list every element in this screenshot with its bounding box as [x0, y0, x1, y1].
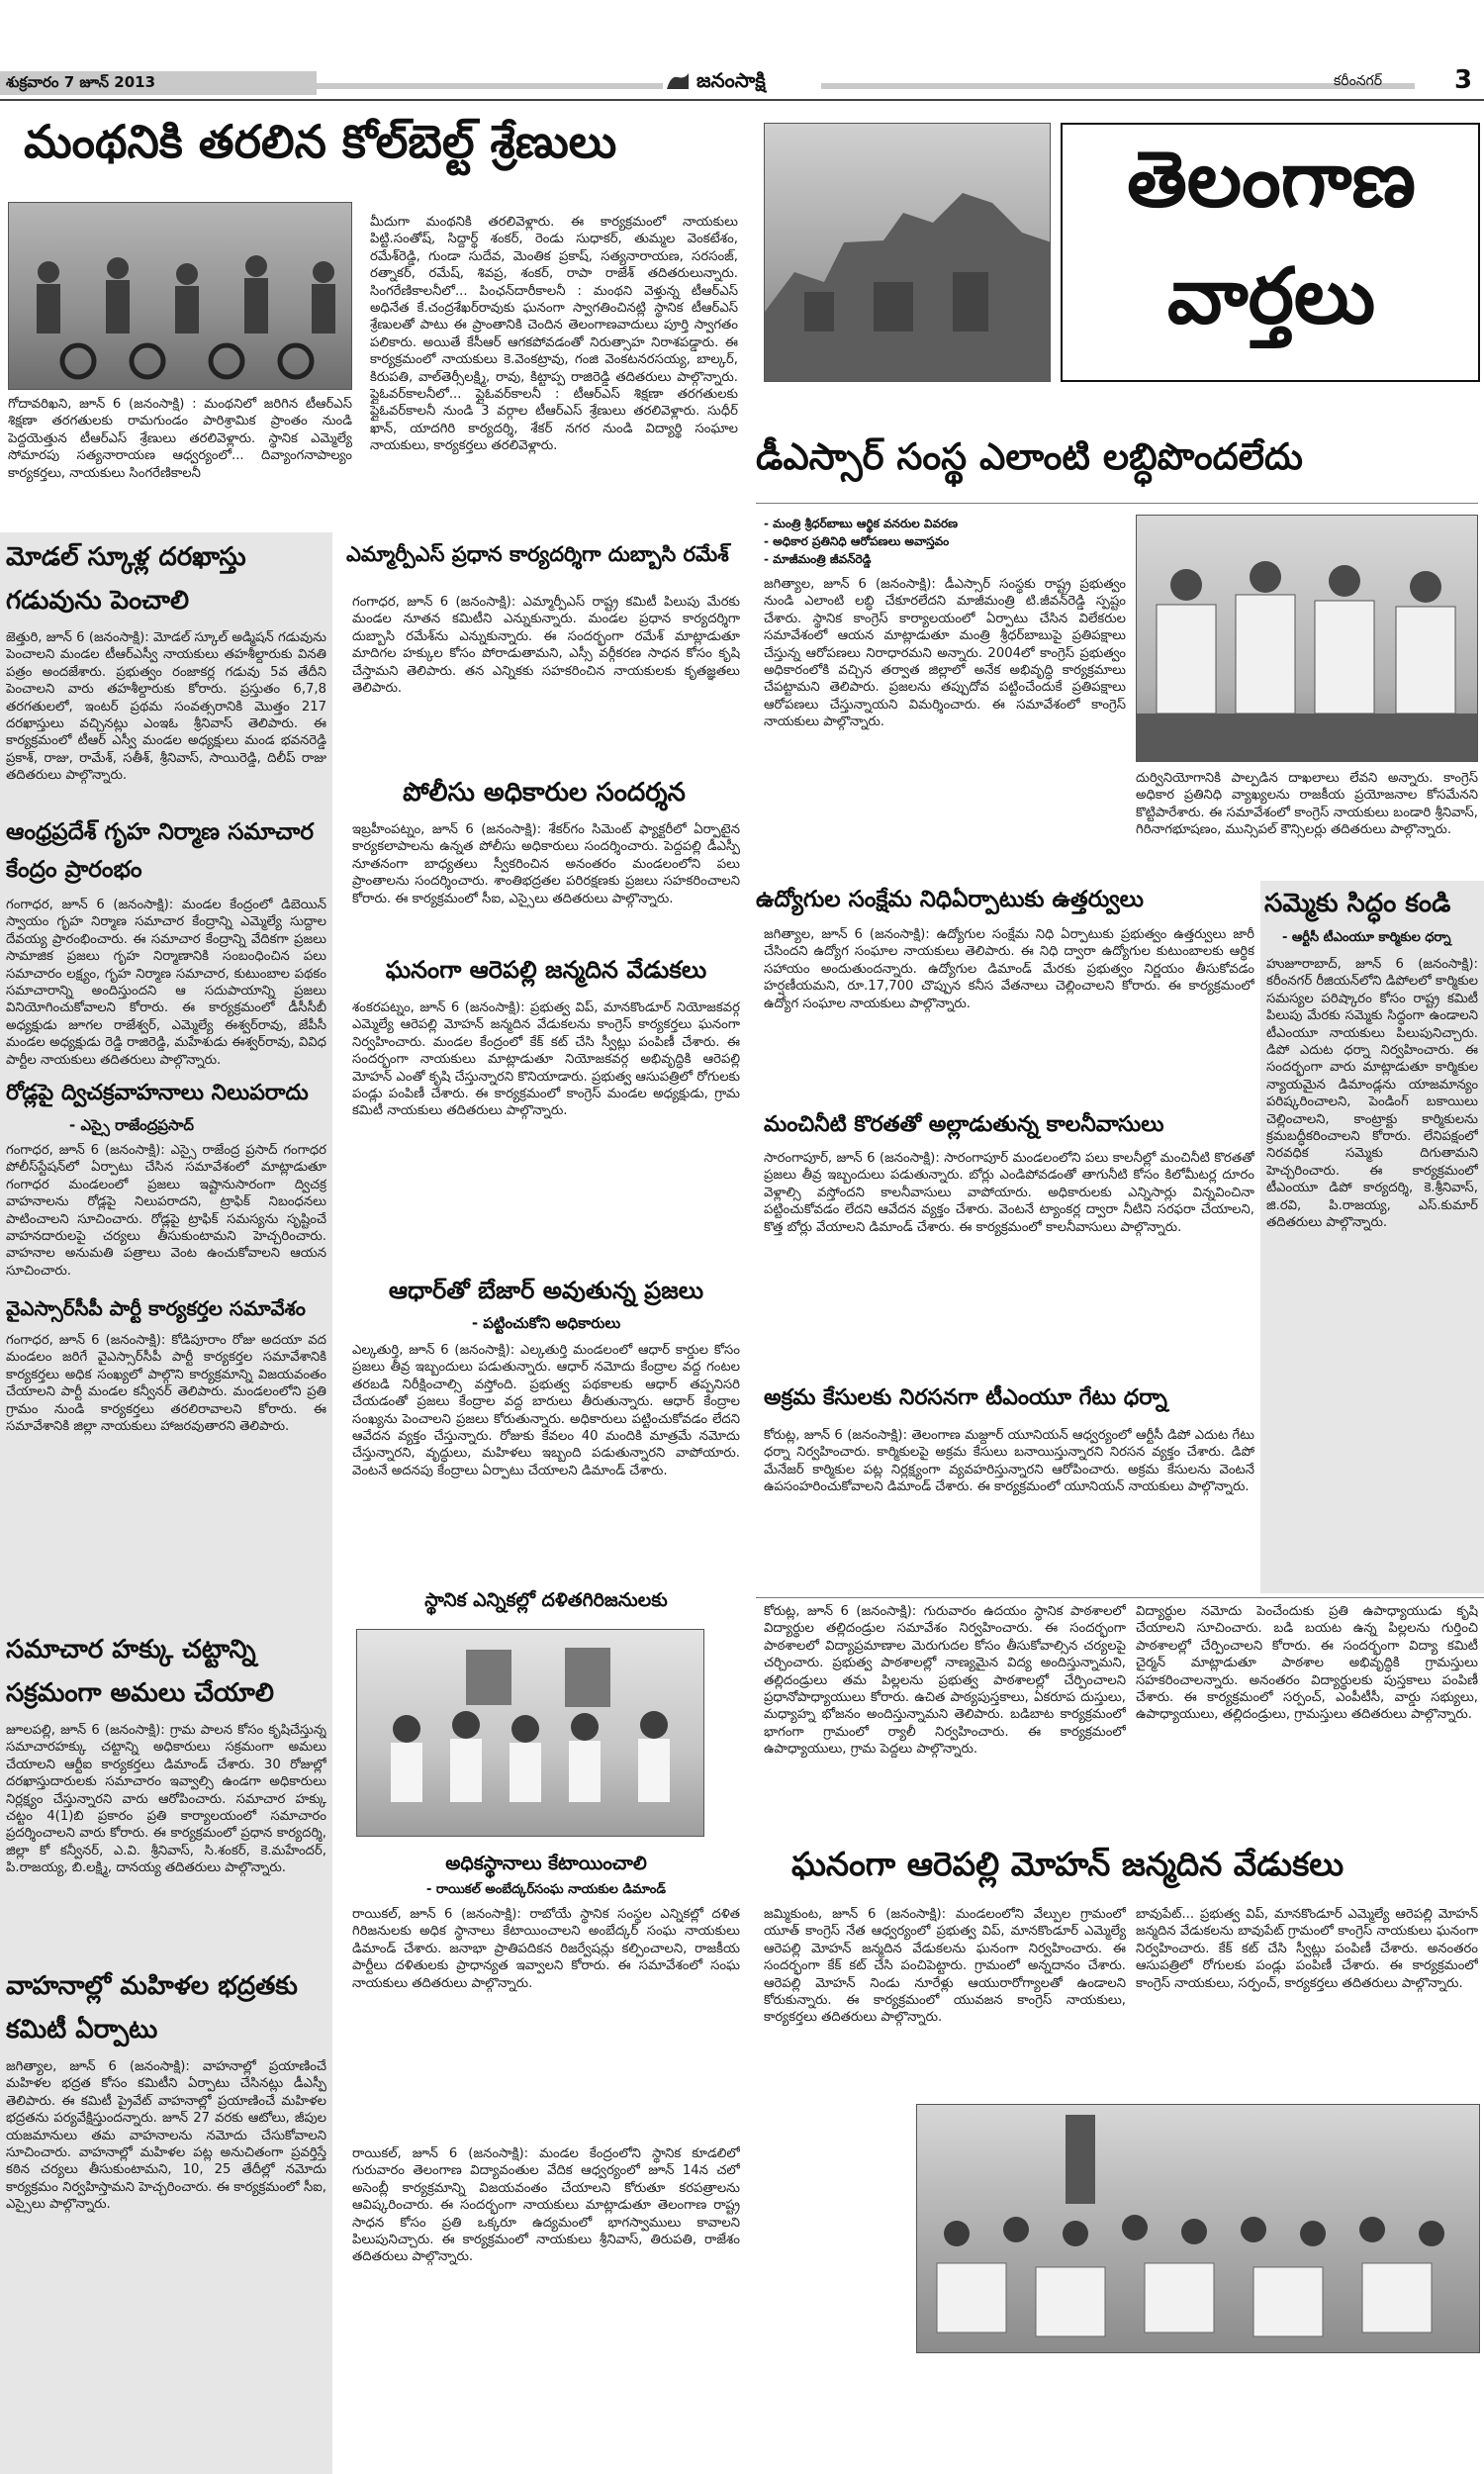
aadhaar-body: ఎల్కతుర్తి, జూన్‌ 6 (జనంసాక్షి): ఎల్కతుర్తి మండలంలో ఆధార్‌ కార్డుల కోసం ప్రజలు తీవ్ర ఇబ్బందులు పడుతున్నారు. ఆధార్‌ నమోదు కేంద్రాల వద్ద గంటల తరబడి నిరీక్షించాల్సి వస్తోంది. ప్రభుత్వ పథకాలకు ఆధార్‌ తప్పనిసరి చేయడంతో ప్రజలు కేంద్రాల వద్ద బారులు తీరుతున్నారు. ఆధార్‌ కేంద్రాల సంఖ్యను పెంచాలని ప్రజలు కోరుతున్నారు. అధికారులు పట్టించుకోవడం లేదని ఆవేదన వ్యక్తం చేస్తున్నారు. రోజుకు కేవలం 40 మందికి మాత్రమే నమోదు చేస్తున్నారని, వృద్ధులు, మహిళలు ఇబ్బంది పడుతున్నారని వాపోయారు. వెంటనే అదనపు కేంద్రాలు ఏర్పాటు చేయాలని డిమాండ్‌ చేశారు. — [352, 1343, 740, 1478]
birthday2-col2: బావుపేట్‌... ప్రభుత్వ విప్‌, మానకొండూర్‌ ఎమ్మెల్యే ఆరెపల్లి మోహన్‌ జన్మదిన వేడుకలను బావుపేట్‌ గ్రామంలో కాంగ్రెస్‌ నాయకులు ఘనంగా నిర్వహించారు. కేక్‌ కట్‌ చేసి స్వీట్లు పంపిణీ చేశారు. అనంతరం ఆసుపత్రిలో రోగులకు పండ్లు పంపిణీ చేశారు. ఈ కార్యక్రమంలో కాంగ్రెస్‌ నాయకులు, సర్పంచ్‌, కార్యకర్తలు తదితరులు పాల్గొన్నారు. — [1136, 1907, 1478, 1991]
aadhaar-headline: ఆధార్‌తో బేజార్‌ అవుతున్న ప్రజలు — [388, 1277, 704, 1304]
strike-byline: - ఆర్టీసీ టీఎంయూ కార్మికుల ధర్నా — [1282, 930, 1451, 945]
dsr-rule — [756, 503, 1478, 504]
employees-headline: ఉద్యోగుల సంక్షేమ నిధిఏర్పాటుకు ఉత్తర్వులు — [756, 887, 1144, 912]
local-body-body: రాయికల్‌, జూన్‌ 6 (జనంసాక్షి): రాబోయే స్థానిక సంస్థల ఎన్నికల్లో దళిత గిరిజనులకు అధిక స్థానాలు కేటాయించాలని అంబేద్కర్‌ సంఘ నాయకులు డిమాండ్‌ చేశారు. జనాభా ప్రాతిపదికన రిజర్వేషన్లు కల్పించాలని, రాజకీయ పార్టీలు దళితులకు ప్రాధాన్యత ఇవ్వాలని కోరారు. ఈ సమావేశంలో సంఘ నాయకులు తదితరులు పాల్గొన్నారు. — [352, 1907, 740, 1991]
ysr-body: గంగాధర, జూన్‌ 6 (జనంసాక్షి): కోడిపూరాం రోజు అదయా వద మండలం జరిగే వైఎస్సార్‌సీపీ పార్టీ కార్యకర్తల సమావేశానికి కార్యకర్తలు అధిక సంఖ్యలో పాల్గొని కార్యక్రమాన్ని విజయవంతం చేయాలని పార్టీ మండల కన్వీనర్‌ తెలిపారు. మండలంలోని ప్రతి గ్రామం నుండి కార్యకర్తలు తరలిరావాలని కోరారు. ఈ సమావేశానికి జిల్లా నాయకులు హాజరవుతారని తెలిపారు. — [6, 1333, 326, 1435]
mrps-body: గంగాధర, జూన్‌ 6 (జనంసాక్షి): ఎమ్మార్పీఎస్‌ రాష్ట్ర కమిటీ పిలుపు మేరకు మండల నూతన కమిటీని ఎన్నుకున్నారు. మండల ప్రధాన కార్యదర్శిగా దుబ్బాసి రమేశ్‌ను ఎన్నుకున్నారు. ఈ సందర్భంగా రమేశ్‌ మాట్లాడుతూ మాదిగల హక్కుల కోసం పోరాడుతామని, ఎస్సీ వర్గీకరణ సాధన కోసం కృషి చేస్తామని తెలిపారు. తన ఎన్నికకు సహకరించిన నాయకులకు కృతజ్ఞతలు తెలిపారు. — [352, 595, 740, 697]
paper-logo — [665, 67, 766, 97]
aadhaar-byline: - పట్టించుకోని అధికారులు — [471, 1314, 621, 1332]
model-school-headline2: గడువును పెంచాలి — [6, 586, 190, 616]
birthday1-body: శంకరపట్నం, జూన్‌ 6 (జనంసాక్షి): ప్రభుత్వ విప్‌, మానకొండూర్‌ నియోజకవర్గ ఎమ్మెల్యే ఆరెపల్లి మోహన్‌ జన్మదిన వేడుకలను కాంగ్రెస్‌ కార్యకర్తలు ఘనంగా నిర్వహించారు. మండల కేంద్రంలో కేక్‌ కట్‌ చేసి స్వీట్లు పంపిణీ చేశారు. ఈ సందర్భంగా నాయకులు మాట్లాడుతూ నియోజకవర్గ అభివృద్ధికి ఆరెపల్లి మోహన్‌ ఎంతో కృషి చేస్తున్నారని కొనియాడారు. ప్రభుత్వ ఆసుపత్రిలో రోగులకు పండ్లు పంపిణీ చేశారు. ఈ కార్యక్రమంలో కాంగ్రెస్‌ మండల అధ్యక్షుడు, గ్రామ కమిటీ నాయకులు తదితరులు పాల్గొన్నారు. — [352, 1000, 740, 1119]
rti-body: జూలపల్లి, జూన్‌ 6 (జనంసాక్షి): గ్రామ పాలన కోసం కృషిచేస్తున్న సమాచారహక్కు చట్టాన్ని అధికారులు సక్రమంగా అమలు చేయాలని ఆర్టీఐ కార్యకర్తలు డిమాండ్‌ చేశారు. 30 రోజుల్లో దరఖాస్తుదారులకు సమాచారం ఇవ్వాల్సి ఉండగా అధికారులు నిర్లక్ష్యం చేస్తున్నారని వారు ఆరోపించారు. సమాచార హక్కు చట్టం 4(1)బి ప్రకారం ప్రతి కార్యాలయంలో సమాచారం ప్రదర్శించాలని వారు కోరారు. ఈ కార్యక్రమంలో ప్రధాన కార్యదర్శి, జిల్లా కో కన్వీనర్‌, ఎ.వి. శ్రీనివాస్‌, సి.శంకర్‌, కె.మహేందర్‌, పి.రాజయ్య, బి.లక్ష్మి, దానయ్య తదితరులు పాల్గొన్నారు. — [6, 1723, 326, 1876]
dsr-body: జగిత్యాల, జూన్‌ 6 (జనంసాక్షి): డీఎస్సార్‌ సంస్థకు రాష్ట్ర ప్రభుత్వం నుండి ఎలాంటి లబ్ధి చేకూరలేదని మాజీమంత్రి టి.జీవన్‌రెడ్డి స్పష్టం చేశారు. స్థానిక కాంగ్రెస్‌ కార్యాలయంలో ఏర్పాటు చేసిన విలేకరుల సమావేశంలో ఆయన మాట్లాడుతూ మంత్రి శ్రీధర్‌బాబుపై ప్రతిపక్షాలు చేస్తున్న ఆరోపణలు నిరాధారమని అన్నారు. 2004లో కాంగ్రెస్‌ ప్రభుత్వం అధికారంలోకి వచ్చిన తర్వాత జిల్లాలో అనేక అభివృద్ధి కార్యక్రమాలు చేపట్టామని తెలిపారు. ప్రజలను తప్పుదోవ పట్టించేందుకే ప్రతిపక్షాలు ఆరోపణలు చేస్తున్నాయని విమర్శించారు. ఈ సమావేశంలో కాంగ్రెస్‌ నాయకులు పాల్గొన్నారు. — [764, 577, 1126, 730]
press-photo — [1136, 515, 1478, 762]
dsr-body-right: దుర్వినియోగానికి పాల్పడిన దాఖలాలు లేవని అన్నారు. కాంగ్రెస్‌ అధికార ప్రతినిధి వ్యాఖ్యలను రాజకీయ ప్రయోజనాల కోసమేనని కొట్టిపారేశారు. ఈ సమావేశంలో కాంగ్రెస్‌ నాయకులు బండారి శ్రీనివాస్‌, గిరినాగభూషణం, మున్సిపల్‌ కౌన్సిలర్లు తదితరులు పాల్గొన్నారు. — [1136, 771, 1478, 838]
masthead-rule-right — [821, 83, 1415, 89]
housing-body: గంగాధర, జూన్‌ 6 (జనంసాక్షి): మండల కేంద్రంలో డిబెయిన్‌ స్వాయం గృహ నిర్మాణ సమాచార కేంద్రాన్ని ఎమ్మెల్యే సుద్దాల దేవయ్య ప్రారంభించారు. ఈ సమాచార కేంద్రాన్ని వేదికగా ప్రజలు సామాజిక ప్రజలు గృహ నిర్మాణానికి సంబంధించిన పలు సమాచారం లక్ష్యం, గృహ నిర్మాణ సమాచార, కుటుంబాల పథకం సమాచారాన్ని అందిస్తుందని ఆ సదుపాయాన్ని ప్రజలు వినియోగించుకోవాలని కోరారు. ఈ కార్యక్రమంలో డీసీసీబీ అధ్యక్షుడు జూగల రాజేశ్వర్‌, ఎమ్మెల్యే ఈశ్వర్‌రావు, జేపీసీ మండల అధ్యక్షుడు రెడ్డి రాజిరెడ్డి, మహేశుడు ఈశ్వర్‌రావు, వివిధ పార్టీల నాయకులు తదితరులు పాల్గొన్నారు. — [6, 898, 326, 1068]
strike-body: హుజూరాబాద్‌, జూన్‌ 6 (జనంసాక్షి): కరీంనగర్‌ రీజియన్‌లోని డిపోలలో కార్మికుల సమస్యల పరిష్కారం కోసం రాష్ట్ర కమిటీ పిలుపు మేరకు సమ్మెకు సిద్ధంగా ఉండాలని టీఎంయూ నాయకులు పిలుపునిచ్చారు. డిపో ఎదుట ధర్నా నిర్వహించారు. ఈ సందర్భంగా వారు మాట్లాడుతూ కార్మికుల న్యాయమైన డిమాండ్లను యాజమాన్యం పరిష్కరించాలని, పెండింగ్‌ బకాయిలు చెల్లించాలని, కాంట్రాక్టు కార్మికులను క్రమబద్ధీకరించాలని కోరారు. లేనిపక్షంలో నిరవధిక సమ్మెకు దిగుతామని హెచ్చరించారు. ఈ కార్యక్రమంలో టీఎంయూ డిపో కార్యదర్శి, కె.శ్రీనివాస్‌, జి.రవి, పి.రాజయ్య, ఎస్‌.కుమార్‌ తదితరులు పాల్గొన్నారు. — [1266, 957, 1478, 1231]
banner-line1: తెలంగాణ — [1127, 136, 1416, 225]
newspaper-logo-icon — [665, 71, 691, 93]
women-safety-body: జగిత్యాల, జూన్‌ 6 (జనంసాక్షి): వాహనాల్లో ప్రయాణించే మహిళల భద్రత కోసం కమిటీని ఏర్పాటు చేసినట్లు డీఎస్పీ తెలిపారు. ఈ కమిటీ ప్రైవేట్‌ వాహనాల్లో ప్రయాణించే మహిళల భద్రతను పర్యవేక్షిస్తుందన్నారు. జూన్‌ 27 వరకు ఆటోలు, జీపుల యజమానులు తమ వాహనాలను నమోదు చేసుకోవాలని సూచించారు. వాహనాల్లో మహిళల పట్ల అనుచితంగా ప్రవర్తిస్తే కఠిన చర్యలు తీసుకుంటామని, 10, 25 తేదీల్లో నమోదు కార్యక్రమం నిర్వహిస్తామని హెచ్చరించారు. ఈ కార్యక్రమంలో సీఐ, ఎస్సైలు పాల్గొన్నారు. — [6, 2059, 326, 2213]
model-school-body: జెత్తురి, జూన్‌ 6 (జనంసాక్షి): మోడల్‌ స్కూల్‌ అడ్మిషన్‌ గడువును పెంచాలని మండల టీఆర్‌ఎస్వీ నాయకులు తహశీల్దారుకు వినతి పత్రం అందజేశారు. ప్రభుత్వం రంజాకర్ల గడువు 5వ తేదీని పెంచాలని వారు తహశీల్దారుకు కోరారు. ప్రస్తుతం 6,7,8 తరగతులలో, ఇంటర్‌ ప్రథమ సంవత్సరానికి మొత్తం 217 దరఖాస్తులు వచ్చినట్లు ఎంఇఓ శ్రీనివాస్‌ తెలిపారు. ఈ కార్యక్రమంలో టీఆర్‌ ఎస్వీ మండల అధ్యక్షులు మండ భవనరెడ్డి ప్రకాశ్‌, రాజు, రామేశ్‌, సతీశ్‌, శ్రీనివాస్‌, సాయిరెడ్డి, దిలీప్‌ రాజు తదితరులు పాల్గొన్నారు. — [6, 630, 326, 784]
rally-photo — [8, 202, 352, 390]
rtc-gate-body: కోరుట్ల, జూన్‌ 6 (జనంసాక్షి): తెలంగాణ మజ్దూర్‌ యూనియన్‌ ఆధ్వర్యంలో ఆర్టీసీ డిపో ఎదుట గేటు ధర్నా నిర్వహించారు. కార్మికులపై అక్రమ కేసులు బనాయిస్తున్నారని నిరసన వ్యక్తం చేశారు. డిపో మేనేజర్‌ కార్మికుల పట్ల నిర్లక్ష్యంగా వ్యవహరిస్తున్నారని ఆరోపించారు. అక్రమ కేసులను వెంటనే ఉపసంహరించుకోవాలని డిమాండ్‌ చేశారు. ఈ కార్యక్రమంలో యూనియన్‌ నాయకులు పాల్గొన్నారు. — [764, 1428, 1254, 1495]
housing-headline2: కేంద్రం ప్రారంభం — [6, 857, 142, 883]
teachers-col1: కోరుట్ల, జూన్‌ 6 (జనంసాక్షి): గురువారం ఉదయం స్థానిక పాఠశాలలో విద్యార్థుల తల్లిదండ్రుల సమావేశం నిర్వహించారు. ఈ సందర్భంగా పాఠశాలలో విద్యాప్రమాణాల మెరుగుదల కోసం తీసుకోవాల్సిన చర్యలపై చర్చించారు. ప్రభుత్వ పాఠశాలల్లో నాణ్యమైన విద్య అందిస్తున్నామని, తల్లిదండ్రులు తమ పిల్లలను ప్రభుత్వ పాఠశాలల్లో చేర్పించాలని ప్రధానోపాధ్యాయులు కోరారు. ఉచిత పాఠ్యపుస్తకాలు, ఏకరూప దుస్తులు, మధ్యాహ్న భోజనం అందిస్తున్నామని తెలిపారు. బడిబాట కార్యక్రమంలో భాగంగా గ్రామంలో ర్యాలీ నిర్వహించారు. ఈ కార్యక్రమంలో ఉపాధ్యాయులు, గ్రామ పెద్దలు పాల్గొన్నారు. — [764, 1604, 1126, 1758]
local-body-byline: - రాయికల్‌ అంబేద్కర్‌సంఘ నాయకుల డిమాండ్‌ — [425, 1882, 667, 1897]
masthead-underline — [0, 99, 1484, 101]
ysr-headline: వైఎస్సార్‌సీపీ పార్టీ కార్యకర్తల సమావేశం — [6, 1296, 306, 1320]
dsr-headline: డీఎస్సార్‌ సంస్థ ఎలాంటి లబ్ధిపొందలేదు — [756, 435, 1303, 478]
manthani-headline: మంథనికి తరలిన కోల్‌బెల్ట్‌ శ్రేణులు — [24, 115, 617, 168]
teachers-rule — [756, 1597, 1484, 1598]
fort-photo — [764, 123, 1051, 382]
water-headline: మంచినీటి కొరతతో అల్లాడుతున్న కాలనీవాసులు — [764, 1112, 1164, 1137]
birthday2-headline: ఘనంగా ఆరెపల్లి మోహన్‌ జన్మదిన వేడుకలు — [791, 1845, 1345, 1883]
meeting-photo — [356, 1629, 704, 1837]
local-body-headline: స్థానిక ఎన్నికల్లో దళితగిరిజనులకు — [424, 1589, 668, 1611]
roads-body: గంగాధర, జూన్‌ 6 (జనంసాక్షి): ఎస్సై రాజేంద్ర ప్రసాద్‌ గంగాధర పోలీస్‌స్టేషన్‌లో ఏర్పాటు చేసిన సమావేశంలో మాట్లాడుతూ గంగాధర మండలంలో ప్రజలు ఇష్టానుసారంగా ద్విచక్ర వాహనాలను రోడ్లపై నిలుపరాదని, ట్రాఫిక్‌ నిబంధనలు పాటించాలని సూచించారు. రోడ్లపై ట్రాఫిక్‌ సమస్యను సృష్టించే వాహనదారులపై చర్యలు తీసుకుంటామని హెచ్చరించారు. వాహనాల అనుమతి పత్రాలు వెంట ఉంచుకోవాలని ఆయన సూచించారు. — [6, 1143, 326, 1279]
manthani-col2: మీదుగా మంథనికి తరలివెళ్లారు. ఈ కార్యక్రమంలో నాయకులు పిట్టి.సంతోష్‌, సిద్దార్థ్‌ శంకర్‌, రెండు సుధాకర్‌, తుమ్మల వెంకటేశం, రమేశ్‌రెడ్డి, గుండా సుదేవ, మెంతిక ప్రకాష్‌, సత్యనారాయణ, సరసంజ్‌, రత్నాకర్‌, రమేష్‌, శివప్ర, శంకర్‌, రాపా రాజేశ్‌ తదితరులున్నారు. సింగరేణికాలనీలో... పింఛన్‌దారీకాలనీ : మంథని వెళ్తున్న టీఆర్‌ఎస్‌ అధినేత కే.చంద్రశేఖర్‌రావుకు ఘనంగా స్వాగతించినట్లి స్థానిక టీఆర్‌ఎస్‌ శ్రేణులతో పాటు ఈ ప్రాంతానికి చెందిన తెలంగాణవాదులు పూర్తి స్వాగతం పలికారు. అయితే కేసీఆర్‌ ఆగకపోవడంతో నిరుత్సాహ నిరాశపడ్డారు. ఈ కార్యక్రమంలో నాయకులు కె.వెంకట్రావు, గంజి వెంకటనరసయ్య, బాల్కర్‌, కిరుపతి, వాల్‌తెర్సీలక్ష్మి, రావు, కిట్టాప్ప రాజిరెడ్డి తదితరులు పాల్గొన్నారు. ప్లైఓవర్‌కాలనీలో... ప్లైఓవర్‌కాలనీ : టీఆర్‌ఎస్‌ శిక్షణా తరగతులకు ప్లైఓవర్‌కాలనీ నుండి 3 వర్గాల టీఆర్‌ఎస్‌ శ్రేణులు తరలివెళ్లారు. సుధీర్‌ ఖాన్‌, యాదగిరి కార్యదర్శి, శేకర్‌ నగర నుండి విద్యార్థి సంఘాల నాయకులు, కార్యకర్తలు తరలివెళ్లారు. — [370, 215, 738, 454]
masthead-rule-mid — [317, 83, 663, 89]
housing-headline1: ఆంధ్రప్రదేశ్‌ గృహ నిర్మాణ సమాచార — [6, 819, 315, 845]
dsr-bullet2: - అధికార ప్రతినిధి ఆరోపణలు అవాస్తవం — [764, 534, 950, 548]
rti-headline1: సమాచార హక్కు చట్టాన్ని — [6, 1635, 256, 1665]
dsr-bullet1: - మంత్రి శ్రీధర్‌బాబు ఆర్థిక వనరుల వివరణ — [764, 517, 959, 530]
masthead-section: కరీంనగర్ — [1334, 73, 1382, 89]
women-safety-headline1: వాహనాల్లో మహిళల భద్రతకు — [6, 1971, 298, 2001]
teachers-col2: విద్యార్థుల నమోదు పెంచేందుకు ప్రతి ఉపాధ్యాయుడు కృషి చేయాలని సూచించారు. బడి బయట ఉన్న పిల్లలను గుర్తించి పాఠశాలల్లో చేర్పించాలని కోరారు. ఈ సందర్భంగా విద్యా కమిటీ చైర్మన్‌ మాట్లాడుతూ పాఠశాల అభివృద్ధికి గ్రామస్తులు సహకరించాలన్నారు. అనంతరం విద్యార్థులకు పుస్తకాలు పంపిణీ చేశారు. ఈ కార్యక్రమంలో సర్పంచ్‌, ఎంపీటీసీ, వార్డు సభ్యులు, ఉపాధ్యాయులు, తల్లిదండ్రులు, గ్రామస్తులు తదితరులు పాల్గొన్నారు. — [1136, 1604, 1478, 1723]
banner-line2: వార్తలు — [1166, 252, 1376, 341]
police-headline: పోలీసు అధికారుల సందర్శన — [403, 778, 686, 808]
masthead-date: శుక్రవారం 7 జూన్ 2013 — [6, 73, 156, 91]
paper-name: జనంసాక్షి — [696, 67, 766, 92]
local-body-headline2: అధికస్థానాలు కేటాయించాలి — [445, 1853, 647, 1874]
women-safety-headline2: కమిటీ ఏర్పాటు — [6, 2015, 158, 2045]
strike-headline: సమ్మెకు సిద్ధం కండి — [1264, 889, 1451, 918]
dsr-bullet3: - మాజీమంత్రి జీవన్‌రెడ్డి — [764, 552, 872, 566]
birthday1-headline: ఘనంగా ఆరెపల్లి జన్మదిన వేడుకలు — [385, 956, 707, 984]
employees-body: జగిత్యాల, జూన్‌ 6 (జనంసాక్షి): ఉద్యోగుల సంక్షేమ నిధి ఏర్పాటుకు ప్రభుత్వం ఉత్తర్వులు జారీ చేసిందని ఉద్యోగ సంఘాల నాయకులు తెలిపారు. ఈ నిధి ద్వారా ఉద్యోగుల కుటుంబాలకు ఆర్థిక సహాయం అందుతుందన్నారు. ఉద్యోగుల డిమాండ్‌ మేరకు ప్రభుత్వం నిర్ణయం తీసుకోవడం హర్షణీయమని, రూ.17,700 చొప్పున కనీస వేతనాలు చెల్లించాలని కోరారు. ఈ కార్యక్రమంలో ఉద్యోగ సంఘాల నాయకులు పాల్గొన్నారు. — [764, 927, 1254, 1011]
protest-photo — [916, 2104, 1480, 2353]
roads-byline: - ఎస్సై రాజేంద్రప్రసాద్‌ — [69, 1116, 195, 1134]
roads-headline: రోడ్లపై ద్విచక్రవాహనాలు నిలుపరాదు — [6, 1081, 309, 1105]
rtc-gate-headline: అక్రమ కేసులకు నిరసనగా టీఎంయూ గేటు ధర్నా — [764, 1385, 1167, 1410]
page-number: 3 — [1454, 65, 1473, 95]
model-school-headline1: మోడల్‌ స్కూళ్ల దరఖాస్తు — [6, 542, 246, 572]
water-body: సారంగాపూర్‌, జూన్‌ 6 (జనంసాక్షి): సారంగాపూర్‌ మండలంలోని పలు కాలనీల్లో మంచినీటి కొరతతో ప్రజలు తీవ్ర ఇబ్బందులు పడుతున్నారు. బోర్లు ఎండిపోవడంతో తాగునీటి కోసం కిలోమీటర్ల దూరం వెళ్లాల్సి వస్తోందని కాలనీవాసులు వాపోయారు. అధికారులకు ఎన్నిసార్లు విన్నవించినా పట్టించుకోవడం లేదని ఆవేదన వ్యక్తం చేశారు. వెంటనే ట్యాంకర్ల ద్వారా నీటిని సరఫరా చేయాలని, కొత్త బోర్లు వేయాలని డిమాండ్‌ చేశారు. ఈ కార్యక్రమంలో కాలనీవాసులు పాల్గొన్నారు. — [764, 1151, 1254, 1235]
mrps-headline: ఎమ్మార్పీఎస్‌ ప్రధాన కార్యదర్శిగా దుబ్బాసి రమేశ్‌ — [346, 542, 729, 566]
police-body: ఇబ్రహీంపట్నం, జూన్‌ 6 (జనంసాక్షి): శేకర్‌గం సిమెంట్‌ ఫ్యాక్టరీలో ఏర్పాటైన కార్యకలాపాలను ఉన్నత పోలీసు అధికారులు సందర్శించారు. పెద్దపల్లి డీఎస్పీ నూతనంగా బాధ్యతలు స్వీకరించిన అనంతరం మండలంలోని పలు ప్రాంతాలను సందర్శించారు. శాంతిభద్రతల పరిరక్షణకు ప్రజలు సహకరించాలని కోరారు. ఈ కార్యక్రమంలో సీఐ, ఎస్సైలు తదితరులు పాల్గొన్నారు. — [352, 822, 740, 906]
birthday2-col1: జమ్మికుంట, జూన్‌ 6 (జనంసాక్షి): మండలంలోని వేల్పుల గ్రామంలో యూత్‌ కాంగ్రెస్‌ నేత ఆధ్వర్యంలో ప్రభుత్వ విప్‌, మానకొండూర్‌ ఎమ్మెల్యే ఆరెపల్లి మోహన్‌ జన్మదిన వేడుకలను ఘనంగా నిర్వహించారు. ఈ సందర్భంగా కేక్‌ కట్‌ చేసి పంచిపెట్టారు. గ్రామంలో అన్నదానం చేశారు. ఆరెపల్లి మోహన్‌ నిండు నూరేళ్లు ఆయురారోగ్యాలతో ఉండాలని కోరుకున్నారు. ఈ కార్యక్రమంలో యువజన కాంగ్రెస్‌ నాయకులు, కార్యకర్తలు తదితరులు పాల్గొన్నారు. — [764, 1907, 1126, 2026]
local-body-body2: రాయికల్‌, జూన్‌ 6 (జనంసాక్షి): మండల కేంద్రంలోని స్థానిక కూడలిలో గురువారం తెలంగాణ విద్యావంతుల వేదిక ఆధ్వర్యంలో జూన్‌ 14న చలో అసెంబ్లీ కార్యక్రమాన్ని విజయవంతం చేయాలని కోరుతూ కరపత్రాలను ఆవిష్కరించారు. ఈ సందర్భంగా నాయకులు మాట్లాడుతూ తెలంగాణ రాష్ట్ర సాధన కోసం ప్రతి ఒక్కరూ ఉద్యమంలో భాగస్వాములు కావాలని పిలుపునిచ్చారు. ఈ కార్యక్రమంలో నాయకులు శ్రీనివాస్‌, తిరుపతి, రాజేశం తదితరులు పాల్గొన్నారు. — [352, 2146, 740, 2265]
manthani-col1: గోదావరిఖని, జూన్‌ 6 (జనంసాక్షి) : మంథనిలో జరిగిన టీఆర్‌ఎస్‌ శిక్షణా తరగతులకు రామగుండం పారిశ్రామిక ప్రాంతం నుండి పెద్దయెత్తున టీఆర్‌ఎస్‌ శ్రేణులు తరలివెళ్లారు. స్థానిక ఎమ్మెల్యే సోమారపు సత్యనారాయణ ఆధ్వర్యంలో... దివ్యాంగనాపాల్యం కార్యకర్తలు, నాయకులు సింగరేణికాలనీ — [8, 397, 352, 481]
rti-headline2: సక్రమంగా అమలు చేయాలి — [6, 1678, 274, 1708]
